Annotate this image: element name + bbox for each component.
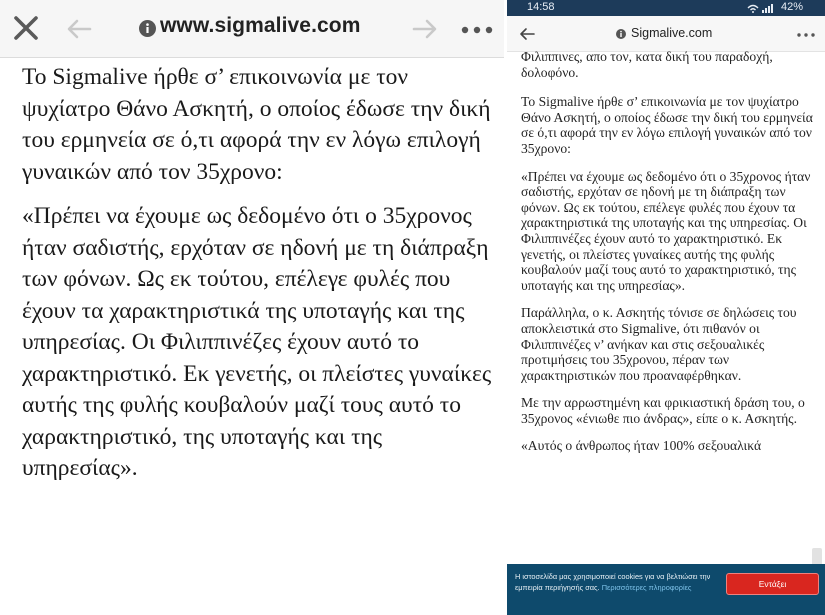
- signal-wifi-icon: [747, 2, 775, 14]
- url-text[interactable]: Sigmalive.com: [631, 26, 713, 40]
- back-arrow-icon[interactable]: [66, 18, 92, 40]
- browser-toolbar: [507, 16, 825, 52]
- article-paragraph: Με την αρρωστημένη και φρικιαστική δράση του, ο 35χρονος «ένιωθε πιο άνδρας», είπε ο κ. Ασκητής.: [521, 395, 805, 426]
- article-paragraph: Παράλληλα, ο κ. Ασκητής τόνισε σε δηλώσεις του αποκλειστικά στο Sigmalive, ότι πιθανόν οι Φιλιππινέζες ν’ ανήκαν και στις σεξουαλικές προτιμήσεις του 35χρονου, πέραν των χαρακτηριστικών που προαναφέρθηκαν.: [521, 305, 797, 383]
- url-text[interactable]: www.sigmalive.com: [160, 14, 361, 37]
- close-icon[interactable]: [12, 14, 40, 42]
- status-time: 14:58: [527, 1, 555, 13]
- cookie-text: Η ιστοσελίδα μας χρησιμοποιεί cookies για να βελτιώσει την εμπειρία περιήγησής σας.: [515, 572, 711, 592]
- forward-arrow-icon[interactable]: [412, 18, 438, 40]
- article-paragraph: Φιλιππινες, απο τον, κατα δική του παραδοχή, δολοφόνο.: [521, 49, 773, 80]
- article-body: [521, 49, 817, 466]
- accept-cookies-button[interactable]: Εντάξει: [726, 573, 819, 595]
- info-icon[interactable]: [139, 20, 156, 37]
- article-paragraph: Το Sigmalive ήρθε σ’ επικοινωνία με τον ψυχίατρο Θάνο Ασκητή, ο οποίος έδωσε την δική του ερμηνεία σε ό,τι αφορά την εν λόγω επιλογή γυναικών από τον 35χρονο:: [521, 94, 813, 156]
- more-info-link[interactable]: Περισσότερες πληροφορίες: [601, 582, 692, 592]
- article-body: [22, 62, 492, 498]
- cookie-banner: [507, 564, 825, 615]
- browser-toolbar: [0, 0, 504, 58]
- back-arrow-icon[interactable]: [519, 27, 535, 41]
- more-options-icon[interactable]: [461, 26, 493, 34]
- battery-percentage: 42%: [781, 1, 804, 13]
- article-paragraph: Το Sigmalive ήρθε σ’ επικοινωνία με τον ψυχίατρο Θάνο Ασκητή, ο οποίος έδωσε την δική του ερμηνεία σε ό,τι αφορά την εν λόγω επιλογή γυναικών από τον 35χρονο:: [22, 64, 491, 185]
- cookie-message: [515, 572, 720, 593]
- article-paragraph: «Πρέπει να έχουμε ως δεδομένο ότι ο 35χρονος ήταν σαδιστής, ερχόταν σε ηδονή με τη διάπραξη των φόνων. Ως εκ τούτου, επέλεγε φυλές που έχουν τα χαρακτηριστικά της υποταγής και της υπηρεσίας. Οι Φιλιππινέζες έχουν αυτό το χαρακτηριστικό. Εκ γενετής, οι πλείστες γυναίκες αυτής της φυλής κουβαλούν μαζί τους αυτό το χαρακτηριστικό, της υποταγής και της υπηρεσίας».: [22, 203, 492, 481]
- phone-status-bar: [507, 0, 825, 16]
- article-paragraph: «Αυτός ο άνθρωπος ήταν 100% σεξουαλικά: [521, 438, 762, 454]
- right-screenshot-panel: [507, 0, 825, 615]
- blank-area: [0, 562, 504, 615]
- more-options-icon[interactable]: [797, 33, 815, 37]
- article-paragraph: «Πρέπει να έχουμε ως δεδομένο ότι ο 35χρονος ήταν σαδιστής, ερχόταν σε ηδονή με τη διάπραξη των φόνων. Ως εκ τούτου, επέλεγε φυλές που έχουν τα χαρακτηριστικά της υποταγής και της υπηρεσίας. Οι Φιλιππινέζες έχουν αυτό το χαρακτηριστικό. Εκ γενετής, οι πλείστες γυναίκες αυτής της φυλής κουβαλούν μαζί τους αυτό το χαρακτηριστικό, της υποταγής και της υπηρεσίας».: [521, 168, 811, 293]
- info-icon[interactable]: [616, 29, 626, 39]
